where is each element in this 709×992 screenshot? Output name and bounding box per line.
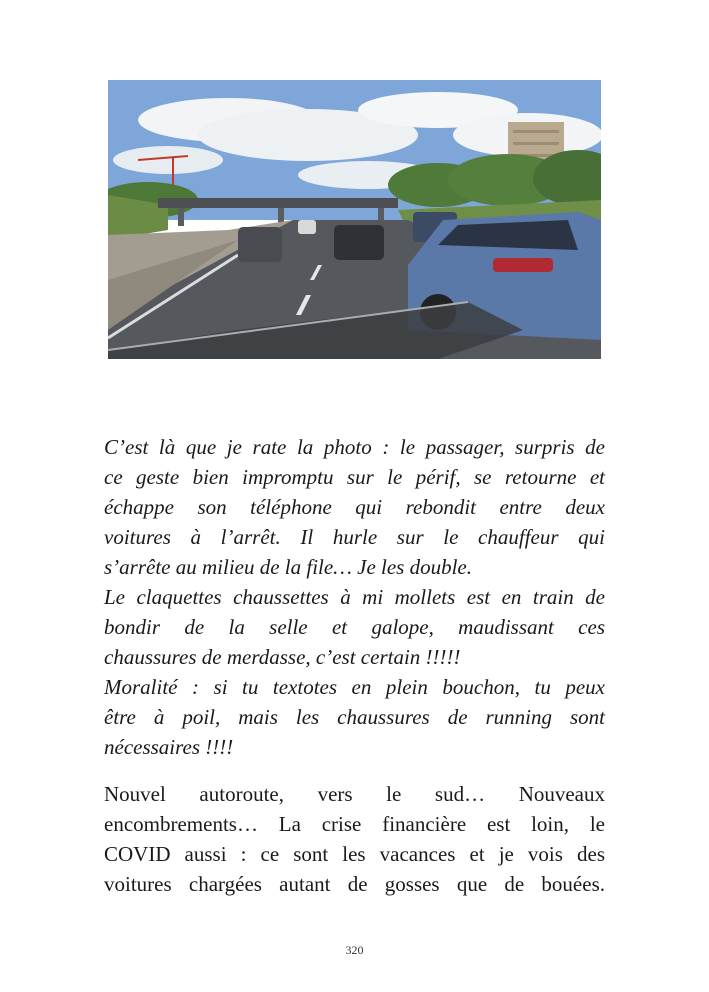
page-number: 320 — [345, 943, 364, 957]
text-line: encombrements… La crise financière est loin, le — [104, 812, 605, 836]
text-line: bondir de la selle et galope, maudissant ces — [104, 615, 605, 639]
text-line: Moralité : si tu textotes en plein bouchon, tu peux — [104, 675, 605, 699]
text-line: COVID aussi : ce sont les vacances et je vois des — [104, 842, 605, 866]
text-line: voitures chargées autant de gosses que de bouées. — [104, 872, 605, 896]
highway-traffic-photo — [108, 80, 601, 359]
text-line: chaussures de merdasse, c’est certain !!!!! — [104, 645, 461, 669]
text-line: nécessaires !!!! — [104, 735, 234, 759]
text-line: Le claquettes chaussettes à mi mollets est en train de — [104, 585, 605, 609]
text-line: C’est là que je rate la photo : le passager, surpris de — [104, 435, 605, 459]
text-line: échappe son téléphone qui rebondit entre deux — [104, 495, 605, 519]
text-line: ce geste bien impromptu sur le périf, se retourne et — [104, 465, 605, 489]
text-line: s’arrête au milieu de la file… Je les double. — [104, 555, 473, 579]
text-line: être à poil, mais les chaussures de running sont — [104, 705, 605, 729]
italic-paragraph — [104, 432, 605, 762]
text-line: voitures à l’arrêt. Il hurle sur le chauffeur qui — [104, 525, 605, 549]
text-line: Nouvel autoroute, vers le sud… Nouveaux — [104, 782, 605, 806]
roman-paragraph — [104, 779, 605, 899]
